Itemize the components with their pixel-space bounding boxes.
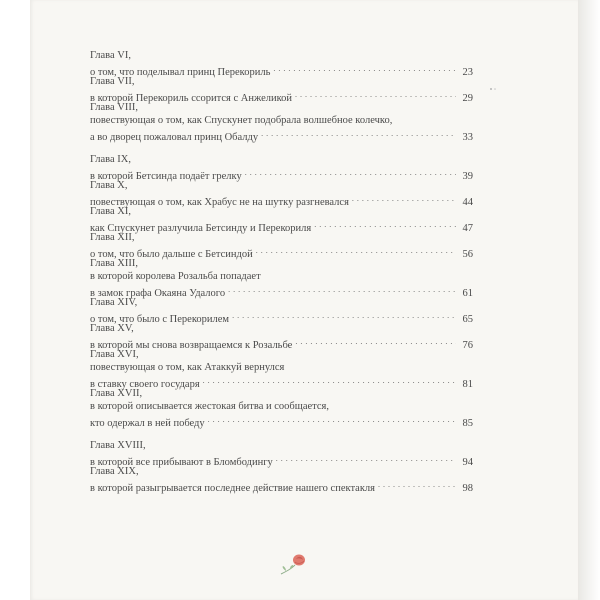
- chapter-number: Глава XIV,: [90, 297, 138, 308]
- page-number: 23: [462, 67, 473, 78]
- chapter-number: Глава IX,: [90, 154, 131, 165]
- chapter-title-line: в которой Перекориль ссорится с Анжеликой: [90, 93, 293, 104]
- chapter-title-line: в которой мы снова возвращаемся к Розальбе: [90, 340, 293, 351]
- dot-leader: [295, 335, 456, 348]
- chapter-title-line: как Спускунет разлучила Бетсинду и Перекориля: [90, 223, 312, 234]
- chapter-title-line: повествующая о том, как Храбус не на шутку разгневался: [90, 197, 349, 208]
- ink-speck-icon: [488, 86, 498, 92]
- dot-leader: [261, 127, 456, 140]
- chapter-number: Глава VII,: [90, 76, 135, 87]
- dot-leader: [245, 166, 456, 179]
- chapter-title-line: в которой разыгрывается последнее действие нашего спектакля: [90, 483, 375, 494]
- chapter-title-line: кто одержал в ней победу: [90, 418, 205, 429]
- page-number: 61: [462, 288, 473, 299]
- dot-leader: [228, 283, 456, 296]
- toc-entry[interactable]: [90, 387, 473, 430]
- chapter-title-line: о том, что поделывал принц Перекориль: [90, 67, 271, 78]
- chapter-title-line: в которой Бетсинда подаёт грелку: [90, 171, 242, 182]
- page-number: 65: [462, 314, 473, 325]
- page-edge-shadow: [578, 0, 600, 600]
- chapter-number: Глава XVIII,: [90, 440, 146, 451]
- toc-entry[interactable]: [90, 257, 473, 300]
- dot-leader: [208, 413, 456, 426]
- page-number: 81: [462, 379, 473, 390]
- page-number: 98: [462, 483, 473, 494]
- page-number: 76: [462, 340, 473, 351]
- page-number: 39: [462, 171, 473, 182]
- chapter-title-line: в которой все прибывают в Бломбодингу: [90, 457, 273, 468]
- dot-leader: [203, 374, 456, 387]
- chapter-title-line: повествующая о том, как Спускунет подобрала волшебное колечко,: [90, 115, 393, 126]
- chapter-number: Глава X,: [90, 180, 128, 191]
- dot-leader: [295, 88, 456, 101]
- toc-entry[interactable]: [90, 101, 473, 144]
- toc-entry[interactable]: [90, 348, 473, 391]
- chapter-number: Глава XII,: [90, 232, 135, 243]
- chapter-title-line: о том, что было с Перекорилем: [90, 314, 230, 325]
- chapter-number: Глава XVI,: [90, 349, 139, 360]
- page-number: 33: [462, 132, 473, 143]
- page-number: 44: [462, 197, 473, 208]
- dot-leader: [232, 309, 456, 322]
- chapter-title-line: в ставку своего государя: [90, 379, 200, 390]
- chapter-title-line: а во дворец пожаловал принц Обалду: [90, 132, 259, 143]
- page-number: 47: [462, 223, 473, 234]
- dot-leader: [352, 192, 456, 205]
- rose-vignette-icon: [275, 549, 315, 579]
- page-number: 85: [462, 418, 473, 429]
- page-number: 56: [462, 249, 473, 260]
- chapter-number: Глава XIII,: [90, 258, 138, 269]
- scan-margin-left: [0, 0, 30, 600]
- toc-entry[interactable]: [90, 465, 473, 495]
- chapter-title-line: в замок графа Окаяна Удалого: [90, 288, 226, 299]
- chapter-number: Глава VI,: [90, 50, 131, 61]
- chapter-number: Глава XVII,: [90, 388, 143, 399]
- chapter-title-line: повествующая о том, как Атаккуй вернулся: [90, 362, 285, 373]
- chapter-number: Глава XIX,: [90, 466, 139, 477]
- dot-leader: [314, 218, 456, 231]
- dot-leader: [378, 478, 456, 491]
- dot-leader: [256, 244, 456, 257]
- chapter-title-line: о том, что было дальше с Бетсиндой: [90, 249, 253, 260]
- chapter-number: Глава XI,: [90, 206, 131, 217]
- page-number: 94: [462, 457, 473, 468]
- dot-leader: [273, 62, 456, 75]
- chapter-title-line: в которой описывается жестокая битва и сообщается,: [90, 401, 329, 412]
- chapter-number: Глава VIII,: [90, 102, 138, 113]
- chapter-number: Глава XV,: [90, 323, 134, 334]
- chapter-title-line: в которой королева Розальба попадает: [90, 271, 261, 282]
- page-number: 29: [462, 93, 473, 104]
- dot-leader: [276, 452, 456, 465]
